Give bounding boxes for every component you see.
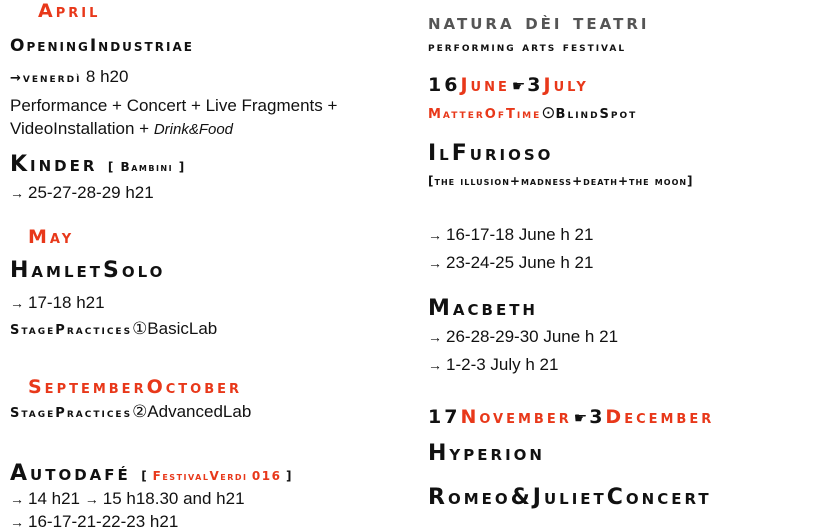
opening-when-prefix: →venerdì — [10, 71, 82, 86]
event-title-opening: OpeningIndustriae — [10, 36, 194, 56]
kinder-dates-text: 25-27-28-29 h21 — [28, 183, 154, 202]
blind-spot-label: BlindSpot — [555, 107, 638, 122]
autodafe-festival-label: Festival — [152, 469, 210, 483]
pointing-hand-icon: ☛ — [573, 410, 588, 427]
festival-title: natura dèi teatri — [428, 10, 650, 35]
month-september-october: SeptemberOctober — [28, 376, 242, 398]
autodafe-date-c: 16-17-21-22-23 h21 — [28, 512, 179, 531]
pointing-hand-icon: ☛ — [511, 78, 526, 95]
kinder-dates — [10, 183, 154, 203]
autodafe-bracket-open: [ — [141, 469, 149, 483]
month-may: May — [28, 226, 75, 248]
opening-desc-main: VideoInstallation + — [10, 119, 154, 138]
month-april: April — [38, 0, 101, 22]
period2-day-end: 3 — [589, 406, 606, 428]
autodafe-dates-line2 — [10, 512, 178, 532]
autodafe-dates-line1 — [10, 489, 245, 509]
hamlet-dates-text: 17-18 h21 — [28, 293, 105, 312]
festival-subtitle: performing arts festival — [428, 40, 627, 55]
event-kinder — [10, 152, 186, 177]
period1-month-end: July — [543, 74, 589, 96]
ilfurioso-dates2 — [428, 253, 593, 273]
macbeth-dates1-text: 26-28-29-30 June h 21 — [446, 327, 619, 346]
period2-month-end: December — [605, 406, 715, 428]
macbeth-dates1 — [428, 327, 618, 347]
arrow-icon: → — [10, 514, 24, 530]
arrow-icon: → — [10, 295, 24, 311]
kinder-subtitle: [ Bambini ] — [107, 160, 186, 174]
period1-day-start: 16 — [428, 74, 461, 96]
arrow-icon: → — [428, 255, 442, 271]
circled-dot-icon: ⊙ — [541, 103, 556, 122]
autodafe-date-a: 14 h21 — [28, 489, 80, 508]
event-title-romeo-juliet: Romeo&JulietConcert — [428, 485, 712, 510]
event-autodafe — [10, 461, 293, 486]
stage-practices-suffix: ②AdvancedLab — [132, 402, 252, 421]
arrow-icon: → — [428, 329, 442, 345]
period2-month-start: November — [460, 406, 572, 428]
event-title-hamlet: HamletSolo — [10, 258, 166, 283]
matter-of-time-title: MatterOfTime — [428, 107, 542, 122]
macbeth-dates2 — [428, 355, 558, 375]
arrow-icon: → — [84, 491, 99, 507]
stage-practices-basic — [10, 319, 217, 339]
autodafe-bracket-close: ] — [285, 469, 293, 483]
period1-month-start: June — [460, 74, 510, 96]
opening-when-time: 8 h20 — [85, 67, 129, 86]
arrow-icon: → — [428, 227, 442, 243]
hamlet-dates — [10, 293, 105, 313]
ilfurioso-dates1-text: 16-17-18 June h 21 — [446, 225, 594, 244]
event-title-macbeth: Macbeth — [428, 296, 538, 321]
period1-day-end: 3 — [527, 74, 544, 96]
macbeth-dates2-text: 1-2-3 July h 21 — [446, 355, 559, 374]
period-november-december — [428, 406, 714, 428]
period-june-july — [428, 74, 589, 96]
arrow-icon: → — [10, 491, 24, 507]
arrow-icon: → — [428, 357, 442, 373]
event-title-ilfurioso: IlFurioso — [428, 141, 554, 166]
period2-day-start: 17 — [428, 406, 461, 428]
event-title-autodafe: Autodafé — [10, 461, 131, 486]
event-title-hyperion: Hyperion — [428, 441, 545, 466]
autodafe-verdi-label: Verdi — [209, 469, 248, 483]
opening-desc-line1: Performance + Concert + Live Fragments + — [10, 96, 338, 115]
autodafe-festival-year: 016 — [251, 469, 282, 483]
ilfurioso-subtitle: [the illusion+madness+death+the moon] — [428, 174, 694, 188]
opening-desc-line2 — [10, 119, 233, 139]
stage-practices-suffix: ①BasicLab — [132, 319, 218, 338]
stage-practices-advanced — [10, 402, 251, 422]
arrow-icon: → — [10, 185, 24, 201]
matter-of-time — [428, 103, 637, 123]
stage-practices-title: StagePractices — [10, 323, 133, 338]
opening-desc-italic: Drink&Food — [153, 121, 234, 138]
stage-practices-title: StagePractices — [10, 406, 133, 421]
autodafe-date-b: 15 h18.30 and h21 — [102, 489, 245, 508]
opening-when — [10, 67, 128, 87]
ilfurioso-dates1 — [428, 225, 593, 245]
ilfurioso-dates2-text: 23-24-25 June h 21 — [446, 253, 594, 272]
event-title-kinder: Kinder — [10, 152, 98, 177]
